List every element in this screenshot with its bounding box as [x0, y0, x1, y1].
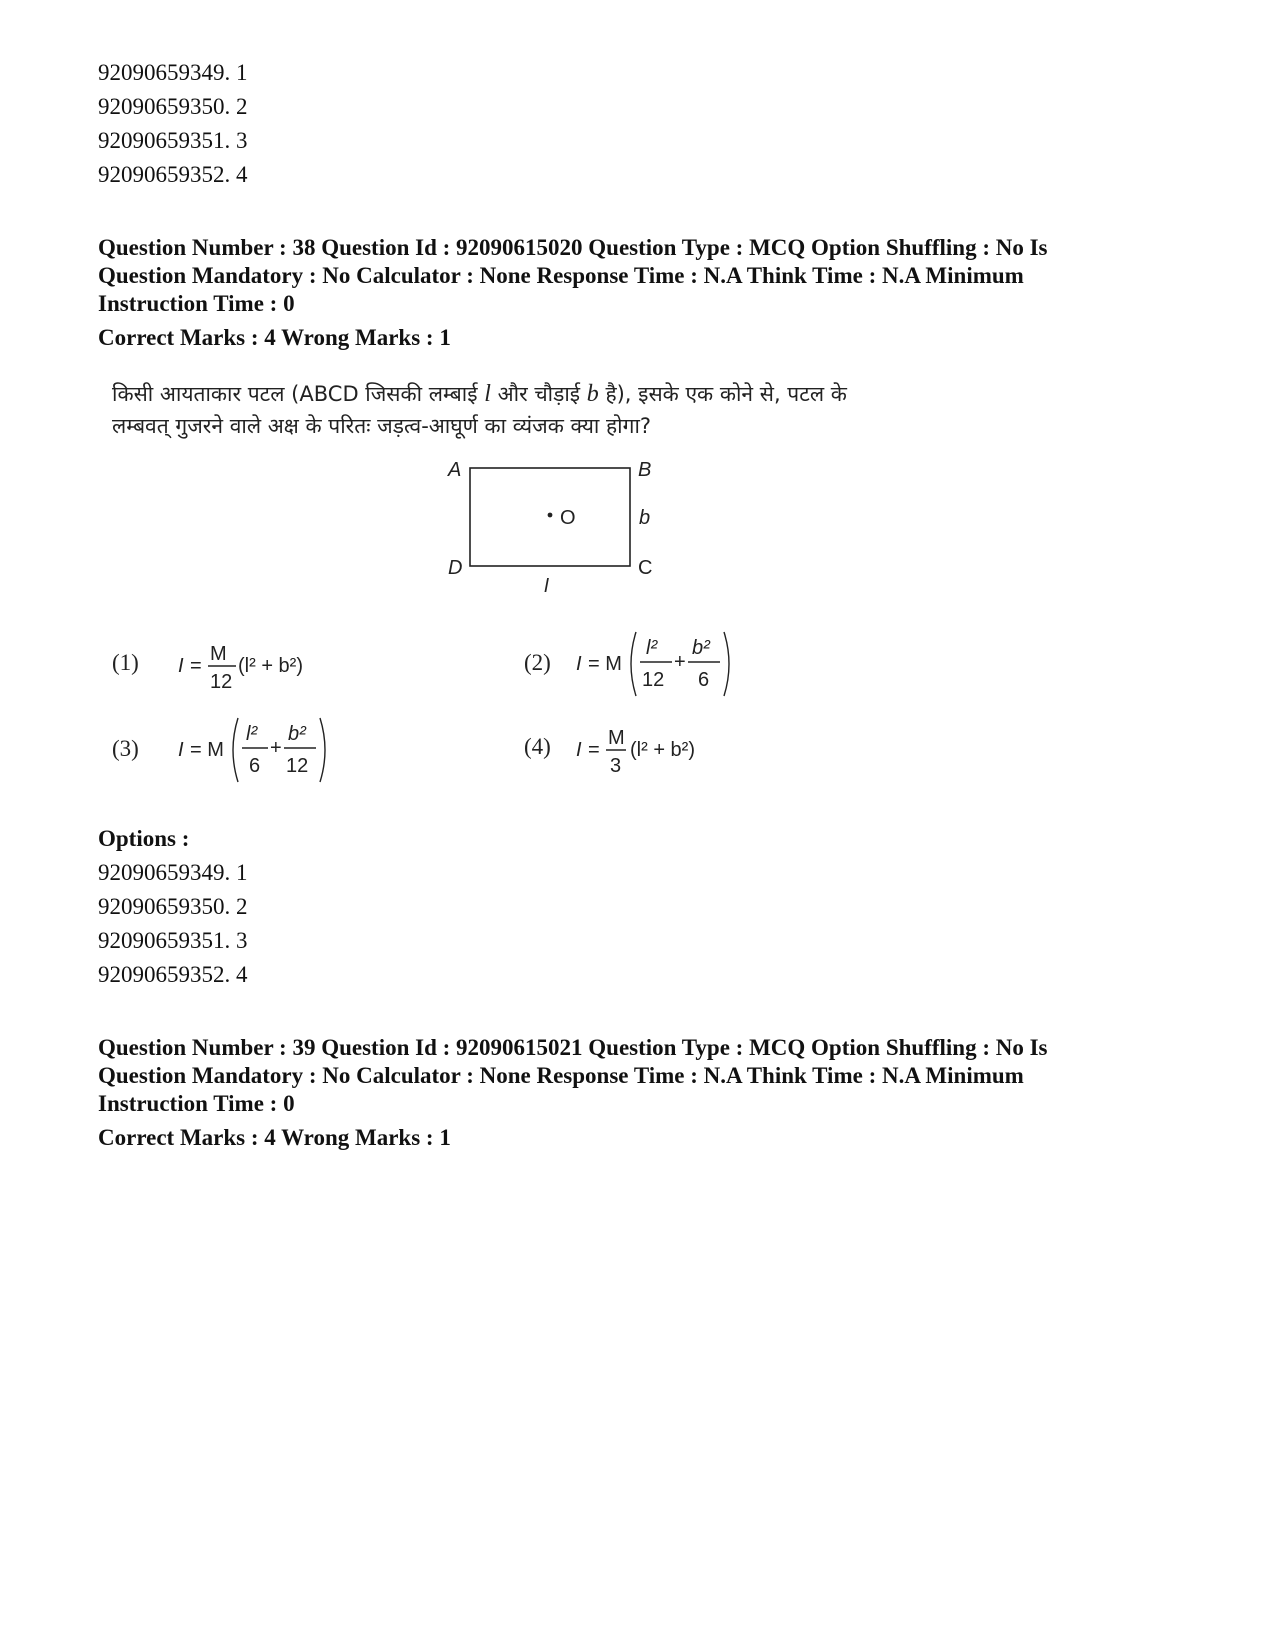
svg-text:3: 3	[610, 755, 622, 777]
svg-text:6: 6	[698, 669, 710, 691]
option-line: 92090659350. 2	[98, 94, 248, 119]
options-title: Options :	[98, 826, 190, 851]
answer-option-4	[524, 720, 824, 780]
svg-text:12: 12	[210, 671, 233, 693]
formula	[176, 708, 416, 788]
question-meta-line: Question Number : 39 Question Id : 92090615021 Question Type : MCQ Option Shuffling : No Is	[98, 1035, 1048, 1060]
option-line: 92090659352. 4	[98, 962, 248, 987]
svg-text:I: I	[576, 739, 582, 761]
question-meta-line: Instruction Time : 0	[98, 291, 295, 316]
corner-label-c: C	[638, 557, 653, 579]
formula	[574, 622, 814, 702]
svg-text:b²: b²	[692, 637, 710, 659]
svg-text:(l² + b²): (l² + b²)	[630, 739, 695, 761]
svg-text:+: +	[674, 651, 686, 673]
center-label-o: O	[560, 507, 576, 529]
corner-label-b: B	[638, 459, 652, 481]
svg-text:M: M	[210, 643, 227, 665]
answer-option-3	[112, 708, 432, 788]
svg-text:M: M	[608, 727, 625, 749]
svg-text:b²: b²	[288, 723, 306, 745]
corner-label-d: D	[448, 557, 463, 579]
question-text: किसी आयताकार पटल (ABCD जिसकी लम्बाई l और चौड़ाई b है), इसके एक कोने से, पटल के लम्बवत् गुजरने वाले अक्ष के परितः जड़त्व-आघूर्ण का व्यंजक क्या होगा?	[112, 381, 847, 438]
svg-text:12: 12	[642, 669, 665, 691]
svg-text:I: I	[178, 739, 184, 761]
svg-text:l²: l²	[246, 723, 258, 745]
svg-text:+: +	[270, 737, 282, 759]
svg-text:I: I	[576, 653, 582, 675]
question-38-header	[98, 234, 1188, 352]
question-38-body	[98, 370, 1098, 810]
center-point	[548, 513, 553, 518]
option-line: 92090659350. 2	[98, 894, 248, 919]
answer-number: (4)	[524, 734, 551, 759]
svg-text:6: 6	[249, 755, 261, 777]
question-marks: Correct Marks : 4 Wrong Marks : 1	[98, 1125, 451, 1150]
page	[98, 56, 1188, 1152]
formula	[176, 638, 396, 698]
answer-number: (3)	[112, 736, 139, 761]
svg-text:= M: = M	[190, 739, 224, 761]
option-line: 92090659351. 3	[98, 128, 248, 153]
svg-text:=: =	[190, 655, 202, 677]
previous-options-list	[98, 56, 1188, 192]
svg-text:I: I	[178, 655, 184, 677]
question-meta-line: Instruction Time : 0	[98, 1091, 295, 1116]
option-line: 92090659349. 1	[98, 60, 248, 85]
question-meta-line: Question Mandatory : No Calculator : None Response Time : N.A Think Time : N.A Minimum	[98, 1063, 1024, 1088]
side-label-l: l	[544, 576, 549, 592]
answer-number: (1)	[112, 650, 139, 675]
question-marks: Correct Marks : 4 Wrong Marks : 1	[98, 325, 451, 350]
question-39-header	[98, 1034, 1188, 1152]
option-line: 92090659351. 3	[98, 928, 248, 953]
answer-number: (2)	[524, 650, 551, 675]
svg-text:=: =	[588, 739, 600, 761]
question-38-options-list	[98, 856, 1188, 992]
rectangle-lamina-figure	[438, 452, 698, 592]
formula	[574, 720, 794, 780]
answer-option-2	[524, 622, 844, 702]
answer-option-1	[112, 638, 412, 698]
svg-text:l²: l²	[646, 637, 658, 659]
svg-text:= M: = M	[588, 653, 622, 675]
question-meta-line: Question Mandatory : No Calculator : None Response Time : N.A Think Time : N.A Minimum	[98, 263, 1024, 288]
corner-label-a: A	[448, 459, 462, 481]
svg-text:(l² + b²): (l² + b²)	[238, 655, 303, 677]
option-line: 92090659349. 1	[98, 860, 248, 885]
option-line: 92090659352. 4	[98, 162, 248, 187]
question-meta-line: Question Number : 38 Question Id : 92090615020 Question Type : MCQ Option Shuffling : No Is	[98, 235, 1048, 260]
side-label-b: b	[639, 507, 651, 529]
svg-text:12: 12	[286, 755, 309, 777]
